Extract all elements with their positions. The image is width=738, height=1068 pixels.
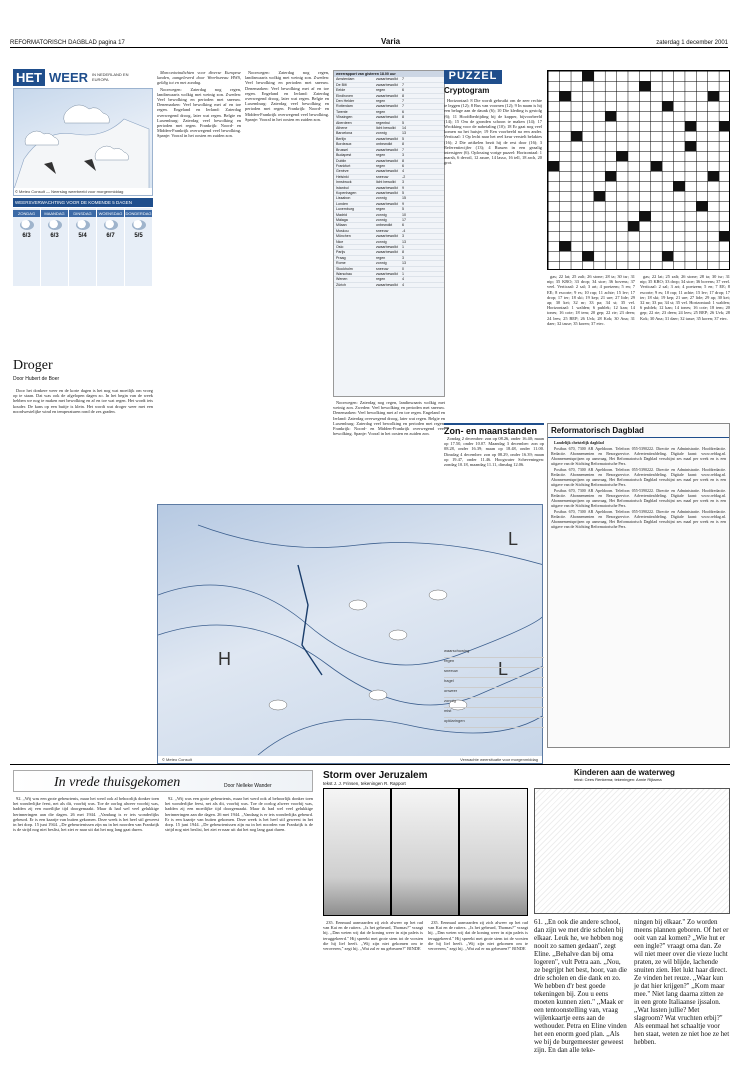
- crossword-block: [582, 71, 593, 81]
- table-row: Stockholm sneeuw 0: [334, 267, 444, 272]
- puzzle-title: Cryptogram: [444, 86, 490, 95]
- table-row: Londen zwaarbewolkt 9: [334, 202, 444, 207]
- feuilleton-header: [13, 770, 313, 792]
- sun-moon-title: Zon- en maanstanden: [444, 423, 544, 436]
- table-row: Berlijn zwaarbewolkt 5: [334, 137, 444, 142]
- low-pressure-label: L: [508, 529, 519, 549]
- table-row: Nice zonnig 13: [334, 240, 444, 245]
- table-row: Málaga zonnig 17: [334, 218, 444, 223]
- table-row: Parijs zwaarbewolkt 8: [334, 250, 444, 255]
- crossword-block: [559, 91, 570, 101]
- puzzle-solution-left: gas; 22 lat; 25 zalt; 26 stone; 28 ta; 30 tsr; 31 nip; 35 KRO; 33 drop; 34 stoe; 36 bovens; 37 veel. Verticaal: 2 sal; 3 art; 4 poetzem; 5 en; 7 EE; 8 escorte; 9 es; 10 rap; 11 achte; 15 lev; 17 drop; 17 ter; 18 ski; 19 kep; 21 ure; 27 lide; 29 ap; 30 kei; 32 nr; 33 pa; 34 st; 35 vel. Horizontaal: 1 walden; 6 publek; 12 kan; 14 tones; 16 cote; 18 tem; 20 gep; 22 rie; 23 deen; 24 lees; 25 BEP; 26 Uvk; 28 Kok; 30 Ana; 31 daer; 32 tasse; 35 koren; 37 etec.: [547, 274, 635, 326]
- legend-item: mist: [444, 708, 544, 718]
- cloud-icon: [20, 220, 34, 230]
- comic-header: [323, 770, 528, 786]
- crossword-block: [696, 201, 707, 211]
- table-row: Istanbul zwaarbewolkt 9: [334, 186, 444, 191]
- table-row: Helsinki sneeuw -2: [334, 175, 444, 180]
- legend-item: opklaringen: [444, 718, 544, 728]
- legend-item: sneeuw: [444, 668, 544, 678]
- logo-het: HET: [13, 69, 45, 86]
- table-title: weerrapport van gisteren 18.00 uur: [334, 71, 444, 77]
- colophon-title: Reformatorisch Dagblad: [548, 424, 729, 438]
- puzzle-clues: Horizontaal: 8 Die wordt gebruikt om de zeer rechte te leggen (12); 8 Bus van voornen (12); 9 In naam is hij een belage aan de daunk (6); 10 Die kleding is gestolg (6); 11 Hoofdbedrijding bij de kapper, bijvoorbeeld (14); 15 Om de gronden schoon te maken (14); 17 Wrokking voor de nabetaling (10); 18 Er gaat nog veel komen na het huisje; 19 Een voorbeeld na een ander. Verticaal: 1 Op lecht naar het reel keur verstelt belaktes (16); 2 Die artikelen bezit hij de rest door (16); 3 Referentiecijfer (13); 4 Russen in een geaalig intersigeer (6). Oplossing vorige puzzel: Horizontaal: 1 marsh, 6 devotl, 12 azure, 14 lasso, 16 tell, 18 arch, 20 grot.: [444, 98, 542, 166]
- map-legend: [444, 648, 544, 758]
- high-pressure-label: H: [218, 649, 231, 669]
- table-row: Oslo zwaarbewolkt 1: [334, 245, 444, 250]
- table-row: Aberdeen regenbui 5: [334, 121, 444, 126]
- crossword-block: [639, 81, 650, 91]
- table-row: Eindhoven zwaarbewolkt 8: [334, 94, 444, 99]
- weather-map-caption: © Meteo Consult — Neerslag weerbeeld voor morgenmiddag: [14, 188, 152, 195]
- comic-panel: [324, 789, 390, 915]
- feuilleton-col-1: 92. ,,Wij was een grote gebeurtenis, maar het werd ook al behoorlijk donker toen het wonderlijke feest, net als dit, voorbij was. Toe de oorlog alweer voorbij was, hadden zij een moeilijke tijd doorgemaakt. Maar ik had wel veel gelukkige herinneringen aan die dagen. 26 mei 1944. ,,Vandaag is er iets wonderlijks gebeurd. Er is een kaartje van buiten gekomen. Deze week is het heel stil geweest in het dorp. 15 juni 1944. ,,De gebeurtenissen zijn nu in het noorden van Frankrijk is de strijd nog niet beslist, het ziet er naar uit dat het nog lang gaat duren.: [13, 796, 159, 833]
- crossword-block: [685, 141, 696, 151]
- europe-weather-column-2: Noorwegen: Zaterdag nog regen, landinwaarts wolkig met weinig zon. Zweden: Veel bewolking en perioden met sneeuw. Denemarken: Veel bewolking met af en toe regen. Engeland en Ierland: Zaterdag overwegend droog, later wat regen. Belgie en Luxemburg: Zaterdag veel bewolking en perioden met regen. Frankrijk: Noord- en Midden-Frankrijk overwegend veel bewolking. Spanje: Vooral in het oosten en zuiden zon.: [245, 70, 329, 122]
- crossword-block: [605, 111, 616, 121]
- droger-article-head: [13, 358, 153, 382]
- crossword-block: [571, 131, 582, 141]
- kids-story-col-2: ningen bij elkaar." Zo worden meens plannen geboren. Of het er ooit van zal komen? ,,Wie hut er een ingle?" vraagt oma dan. Ze wil niet meer over die vieze lucht praten, ze wil blijde, lachende snuiten zien. Het lukt haar direct. Ze vinden het reuze. ,,Waar kun je dat hier krijgen?" ,,Kom maar mee." Niet lang daarna zitten ze in een grote Italiaanse ijssalon. ,,Wat lusten jullie? Met slagroom? Wat vruchten erbij?" Als eenmaal het schaaltje voor hen staat, weten ze niet hoe ze het hebben.: [634, 918, 730, 1046]
- kids-story-col-1: 61. ,,En ook die andere school, dan zijn we met drie scholen bij elkaar. Leuk he, we hebben nog nooit zo samen gedaan", zegt Eline. ,,Behalve dan bij oma logeren", vult Petra aan. ,,Nou, ze begrijpt het best, hoor, van die drie scholen en die dank en zo. We hebben d'r best goede tekeningen bij. Zou u eens moeten kunnen zien." ,,Maak er een tentoonstelling van, vraag wijlenkaartje eens aan de wethouder. Petra en Eline vinden het een enorm goed plan. ,,Als we bij de burgemeester geweest zijn. En dan alle teke-: [534, 918, 628, 1054]
- crossword-block: [616, 151, 627, 161]
- forecast-day: WOENSDAG 6/7: [97, 208, 125, 286]
- crossword-block: [719, 121, 730, 131]
- table-row: Bordeaux onbewolkt 8: [334, 142, 444, 147]
- table-row: Brussel zwaarbewolkt 7: [334, 148, 444, 153]
- table-row: Dublin zwaarbewolkt 8: [334, 159, 444, 164]
- crossword-block: [662, 101, 673, 111]
- cloud-icon: [76, 220, 90, 230]
- table-row: Wenen regen 4: [334, 277, 444, 282]
- comic-panel: [460, 789, 527, 915]
- table-row: Rome zonnig 13: [334, 261, 444, 266]
- europe-weather-column: Marconiwindichten voor diverse Europese landen, aangeleverd door Weerbureau HWS, geldig tot en met zondag. Noorwegen: Zaterdag nog regen, landinwaarts wolkig met weinig zon. Zweden: Veel bewolking en perioden met sneeuw. Denemarken: Veel bewolking met af en toe regen. Engeland en Ierland: Zaterdag overwegend droog, later wat regen. Belgie en Luxemburg: Zaterdag veel bewolking en perioden met regen. Frankrijk: Noord- en Midden-Frankrijk overwegend veel bewolking. Spanje: Vooral in het oosten en zuiden zon.: [157, 70, 241, 139]
- logo-sub: IN NEDERLAND EN EUROPA: [92, 72, 129, 82]
- forecast-day: MAANDAG 6/3: [41, 208, 69, 286]
- forecast-day: DINSDAG 5/4: [69, 208, 97, 286]
- legend-item: regen: [444, 658, 544, 668]
- kids-story-title: Kinderen aan de waterweg: [574, 768, 675, 777]
- newspaper-page: [10, 36, 738, 1068]
- legend-item: onweer: [444, 688, 544, 698]
- crossword-block: [582, 251, 593, 261]
- cloud-icon: [132, 220, 146, 230]
- large-map-caption: © Meteo Consult Verwachte weersituatie voor morgenmiddag: [158, 756, 542, 763]
- kids-story-header: [534, 768, 730, 782]
- section-divider: [10, 764, 730, 765]
- crossword-block: [708, 91, 719, 101]
- table-row: Eelde regen 6: [334, 88, 444, 93]
- droger-article-body: Door het donkere weer en de korte dagen is het nog wat moeilijk om vroeg op te staan. Dat was ook de afgelopen dagen zo. In het begin van de week hebben we nog te maken met bewolking en af en toe wat regen. Het wordt iets kouder. De kans op een buitje is klein. Het wordt wat droger weer met een noordwestelijke wind en temperaturen rond de zes graden.: [13, 388, 153, 414]
- svg-text:L: L: [498, 659, 509, 679]
- table-row: München zwaarbewolkt 3: [334, 234, 444, 239]
- colophon-text: Landelijk christelijk dagblad Postbus 670, 7300 AR Apeldoorn. Telefoon 055-5390222. Directie en Administratie. Hoofdredactie. Redactie. Abonnementen en Bezorgservice. Advertentieafdeling. Digitale krant: www.refdag.nl. Abonnementsprijzen op aanvraag. Het Reformatorisch Dagblad verschijnt zes maal per week en is een uitgave van de Stichting Reformatorische Pers. Postbus 670, 7300 AR Apeldoorn. Telefoon 055-5390222. Directie en Administratie. Hoofdredactie. Redactie. Abonnementen en Bezorgservice. Advertentieafdeling. Digitale krant: www.refdag.nl. Abonnementsprijzen op aanvraag. Het Reformatorisch Dagblad verschijnt zes maal per week en is een uitgave van de Stichting Reformatorische Pers. Postbus 670, 7300 AR Apeldoorn. Telefoon 055-5390222. Directie en Administratie. Hoofdredactie. Redactie. Abonnementen en Bezorgservice. Advertentieafdeling. Digitale krant: www.refdag.nl. Abonnementsprijzen op aanvraag. Het Reformatorisch Dagblad verschijnt zes maal per week en is een uitgave van de Stichting Reformatorische Pers. Postbus 670, 7300 AR Apeldoorn. Telefoon 055-5390222. Directie en Administratie. Hoofdredactie. Redactie. Abonnementen en Bezorgservice. Advertentieafdeling. Digitale krant: www.refdag.nl. Abonnementsprijzen op aanvraag. Het Reformatorisch Dagblad verschijnt zes maal per week en is een uitgave van de Stichting Reformatorische Pers.: [551, 440, 726, 529]
- cloud-icon: [104, 220, 118, 230]
- section-title: Varia: [380, 37, 401, 46]
- logo-weer: WEER: [49, 69, 88, 85]
- table-row: Budapest regen 3: [334, 153, 444, 158]
- weather-logo: [13, 68, 153, 86]
- crossword-block: [685, 121, 696, 131]
- table-row: Luxemburg regen 5: [334, 207, 444, 212]
- feuilleton-byline: Door Nelleke Wander: [224, 783, 272, 789]
- puzzle-logo: PUZZEL: [444, 70, 502, 84]
- crossword-block: [673, 181, 684, 191]
- table-row: Zürich zwaarbewolkt 4: [334, 283, 444, 288]
- forecast-day: DONDERDAG 5/5: [125, 208, 153, 286]
- comic-text-1: 235. Eenmaal aanvaarden zij zich alweer op het rad van Kai en de ruiters. ,,Is het gebeurd, Thomas?" vraagt hij. ,,Dan weten wij dat de koning weer in zijn paleis is teruggekeerd." Hij spreekt met grote stem tot de vorsten die hij lief heeft. ,,Wij zijn niet gekomen om te veroveren," zegt hij. ,,Wat zal er nu gebeuren?" BINDE: [323, 920, 423, 952]
- table-row: Genève zwaarbewolkt 4: [334, 169, 444, 174]
- kids-story-illustration: [534, 788, 730, 914]
- table-row: Milaan onbewolkt 6: [334, 223, 444, 228]
- crossword-block: [719, 231, 730, 241]
- table-row: Twente regen 6: [334, 110, 444, 115]
- crossword-block: [605, 171, 616, 181]
- feuilleton-col-2: 92. ,,Wij was een grote gebeurtenis, maar het werd ook al behoorlijk donker toen het wonderlijke feest, net als dit, voorbij was. Toe de oorlog alweer voorbij was, hadden zij een moeilijke tijd doorgemaakt. Maar ik had wel veel gelukkige herinneringen aan die dagen. 26 mei 1944. ,,Vandaag is er iets wonderlijks gebeurd. Er is een kaartje van buiten gekomen. Deze week is het heel stil geweest in het dorp. 15 juni 1944. ,,De gebeurtenissen zijn nu in het noorden van Frankrijk is de strijd nog niet beslist, het ziet er naar uit dat het nog lang gaat duren.: [165, 796, 313, 833]
- sun-moon-text: Zondag 2 december: zon op 08.26, onder 16.40; maan op 17.50, onder 10.07. Maandag 3 december: zon op 08.28, onder 16.39; maan op 18.48, onder 11.00. Dinsdag 4 december: zon op 08.29, onder 16.39; maan op 19.47, onder 11.46. Hoogwater Scheveningen: zondag 10.18, maandag 11.11, dinsdag 12.06.: [444, 436, 544, 468]
- table-row: De Bilt zwaarbewolkt 7: [334, 83, 444, 88]
- europe-weather-continued: Noorwegen: Zaterdag nog regen, landinwaarts wolkig met weinig zon. Zweden: Veel bewolking en perioden met sneeuw. Denemarken: Veel bewolking met af en toe regen. Engeland en Ierland: Zaterdag overwegend droog, later wat regen. Belgie en Luxemburg: Zaterdag veel bewolking en perioden met regen. Frankrijk: Noord- en Midden-Frankrijk overwegend veel bewolking. Spanje: Vooral in het oosten en zuiden zon.: [333, 400, 445, 437]
- crossword-block: [628, 221, 639, 231]
- header-left: REFORMATORISCH DAGBLAD pagina 17: [10, 40, 125, 46]
- table-row: Den Helder regen 7: [334, 99, 444, 104]
- table-row: Barcelona zonnig 13: [334, 131, 444, 136]
- weather-map-small: [13, 88, 153, 196]
- comic-panel: [392, 789, 458, 915]
- table-row: Kopenhagen zwaarbewolkt 5: [334, 191, 444, 196]
- europe-map-graphic: [14, 89, 153, 189]
- table-row: Rotterdam zwaarbewolkt 7: [334, 104, 444, 109]
- feuilleton-title: In vrede thuisgekomen: [54, 775, 181, 790]
- legend-item: hagel: [444, 678, 544, 688]
- crossword-block: [548, 161, 559, 171]
- table-row: Moskou sneeuw -4: [334, 229, 444, 234]
- table-row: Innsbruck licht bewolkt 3: [334, 180, 444, 185]
- colophon-box: [547, 423, 730, 748]
- crossword-block: [639, 211, 650, 221]
- crossword-block: [559, 241, 570, 251]
- crossword-block: [594, 191, 605, 201]
- table-row: Amsterdam zwaarbewolkt 7: [334, 77, 444, 82]
- temperature-table: [333, 70, 445, 397]
- puzzle-solution-right: gas; 22 lat; 25 zalt; 26 stone; 28 ta; 30 tsr; 31 nip; 35 KRO; 33 drop; 34 stoe; 36 bovens; 37 veel. Verticaal: 2 sal; 3 art; 4 poetzem; 5 en; 7 EE; 8 escorte; 9 es; 10 rap; 11 achte; 15 lev; 17 drop; 17 ter; 18 ski; 19 kep; 21 ure; 27 lide; 29 ap; 30 kei; 32 nr; 33 pa; 34 st; 35 vel. Horizontaal: 1 walden; 6 publek; 12 kan; 14 tones; 16 cote; 18 tem; 20 gep; 22 rie; 23 deen; 24 lees; 25 BEP; 26 Uvk; 28 Kok; 30 Ana; 31 daer; 32 tasse; 35 koren; 37 etec.: [640, 274, 730, 321]
- table-row: Frankfurt regen 6: [334, 164, 444, 169]
- crossword-grid[interactable]: [547, 70, 730, 270]
- table-row: Lissabon zonnig 15: [334, 196, 444, 201]
- crossword-block: [662, 251, 673, 261]
- crossword-block: [651, 161, 662, 171]
- legend-item: zonnig: [444, 698, 544, 708]
- comic-title: Storm over Jeruzalem: [323, 770, 428, 781]
- comic-text-2: 235. Eenmaal aanvaarden zij zich alweer op het rad van Kai en de ruiters. ,,Is het gebeurd, Thomas?" vraagt hij. ,,Dan weten wij dat de koning weer in zijn paleis is teruggekeerd." Hij spreekt met grote stem tot de vorsten die hij lief heeft. ,,Wij zijn niet gekomen om te veroveren," zegt hij. ,,Wat zal er nu gebeuren?" BINDE: [428, 920, 528, 952]
- kids-story-byline: tekst: Cees Renkema; tekeningen: Annie Rijksma: [574, 777, 662, 782]
- cloud-icon: [64, 105, 110, 123]
- forecast-day: ZONDAG 6/3: [13, 208, 41, 286]
- comic-byline: tekst J. J. Frinsen, tekeningen R. Rapport: [323, 781, 406, 786]
- article-title: Droger: [13, 358, 53, 373]
- article-byline: Door Hubert de Boer: [13, 376, 60, 382]
- legend-item: waarschuwing: [444, 648, 544, 658]
- cloud-icon: [48, 220, 62, 230]
- comic-strip: [323, 788, 528, 916]
- table-row: Athene licht bewolkt 14: [334, 126, 444, 131]
- table-row: Vlissingen zwaarbewolkt 8: [334, 115, 444, 120]
- forecast-row: [13, 208, 153, 286]
- table-row: Warschau zwaarbewolkt 1: [334, 272, 444, 277]
- table-row: Praag regen 3: [334, 256, 444, 261]
- table-row: Madrid zonnig 10: [334, 213, 444, 218]
- crossword-block: [708, 171, 719, 181]
- page-header: [10, 36, 728, 48]
- forecast-header: WEERSVERWACHTING VOOR DE KOMENDE 5 DAGEN: [13, 198, 153, 207]
- header-date: zaterdag 1 december 2001: [656, 40, 728, 46]
